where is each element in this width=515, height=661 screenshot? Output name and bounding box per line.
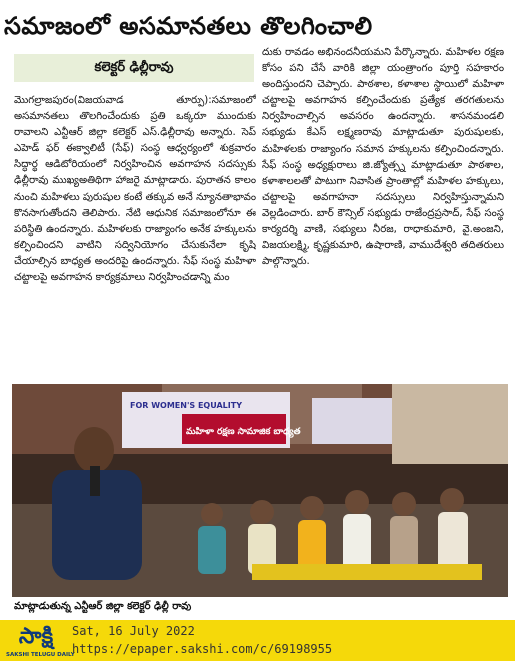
banner-left-text: FOR WOMEN'S EQUALITY [130, 401, 242, 410]
sakshi-logo [6, 622, 75, 659]
footer-bar [0, 620, 515, 661]
article-headline: సమాజంలో అసమానతలు తొలగించాలి [4, 12, 373, 40]
article-column-right [262, 45, 504, 390]
article-paragraph: దుకు రావడం అభినందనీయమని పేర్కొన్నారు. మహిళల రక్షణ కోసం పని చేసే వారికి జిల్లా యంత్రాంగం పూర్తి సహకారం అందిస్తుందని చెప్పారు. పాఠశాల, కళాశాల స్థాయిలో మహిళా చట్టాలపై అవగాహన కల్పించేందుకు ప్రత్యేక తరగతులను నిర్వహించాల్సిన అవసరం ఉందన్నారు. శాసనమండలి సభ్యుడు కేఎస్ లక్ష్మణరావు మాట్లాడుతూ పురుషులకు, మహిళలకు రాజ్యాంగం సమాన హక్కులను కల్పించిందన్నారు. సేఫ్ సంస్థ అధ్యక్షురాలు జి.జ్యోత్స్న మాట్లాడుతూ పాఠశాల, కళాశాలలతో పాటుగా నివాసిత ప్రాంతాల్లో మహిళల హక్కులు, చట్టాలపై అవగాహనా సదస్సులు నిర్వహిస్తున్నామని వెల్లడించారు. బార్ కౌన్సిల్ సభ్యుడు రాజేంద్రప్రసాద్, సేఫ్ సంస్థ కార్యదర్శి వాణి, సభ్యులు నీరజ, రాధాకుమారి, వై.అంజని, విజయలక్ష్మి, కృష్ణకుమారి, ఉషారాణి, వాముదేశ్వరి తదితరులు పాల్గొన్నారు. [262, 47, 504, 268]
article-subheadline: కలెక్టర్ ఢిల్లీరావు [14, 54, 254, 82]
epaper-url[interactable]: https://epaper.sakshi.com/c/69198955 [72, 642, 333, 656]
publication-date: Sat, 16 July 2022 [72, 624, 195, 638]
article-paragraph: మొగల్రాజపురం(విజయవాడ తూర్పు):సమాజంలో అసమానతలు తొలగించేందుకు ప్రతి ఒక్కరూ ముందుకు రావాలని ఎన్టీఆర్ జిల్లా కలెక్టర్ ఎస్.ఢిల్లీరావు అన్నారు. సెప్ ఎహెడ్ ఫర్ ఈక్వాలిటీ (సేఫ్) సంస్థ ఆధ్వర్యంలో శుక్రవారం సిద్ధార్థ ఆడిటోరియంలో నిర్వహించిన అవగాహన సదస్సుకు ఢిల్లీరావు ముఖ్యఅతిథిగా హాజరై మాట్లాడారు. పురాతన కాలం నుంచి మహిళలు పురుషుల కంటే తక్కువ అనే న్యూనతాభావం కొనసాగుతోందని తెలిపారు. నేటి ఆధునిక సమాజంలోనూ ఈ పరిస్థితి ఉందన్నారు. మహిళలకు రాజ్యాంగం అనేక హక్కులను కల్పించిందని వాటిని సద్వినియోగం చేసుకునేలా కృషి చేయాల్సిన బాధ్యత అందరిపై ఉందన్నారు. సేఫ్ సంస్థ మహిళా చట్టాలపై అవగాహన కార్యక్రమాలు నిర్వహించడాన్ని మం [14, 95, 256, 284]
photo-caption: మాట్లాడుతున్న ఎన్టీఆర్ జిల్లా కలెక్టర్ ఢిల్లీ రావు [14, 601, 192, 612]
banner-right-text: మహిళా రక్షణ సామాజిక బాధ్యత [186, 427, 301, 437]
article-column-left [14, 93, 256, 391]
logo-text: సాక్షి [18, 624, 54, 649]
event-photo [12, 384, 508, 597]
logo-subtext: SAKSHI TELUGU DAILY [6, 652, 75, 658]
